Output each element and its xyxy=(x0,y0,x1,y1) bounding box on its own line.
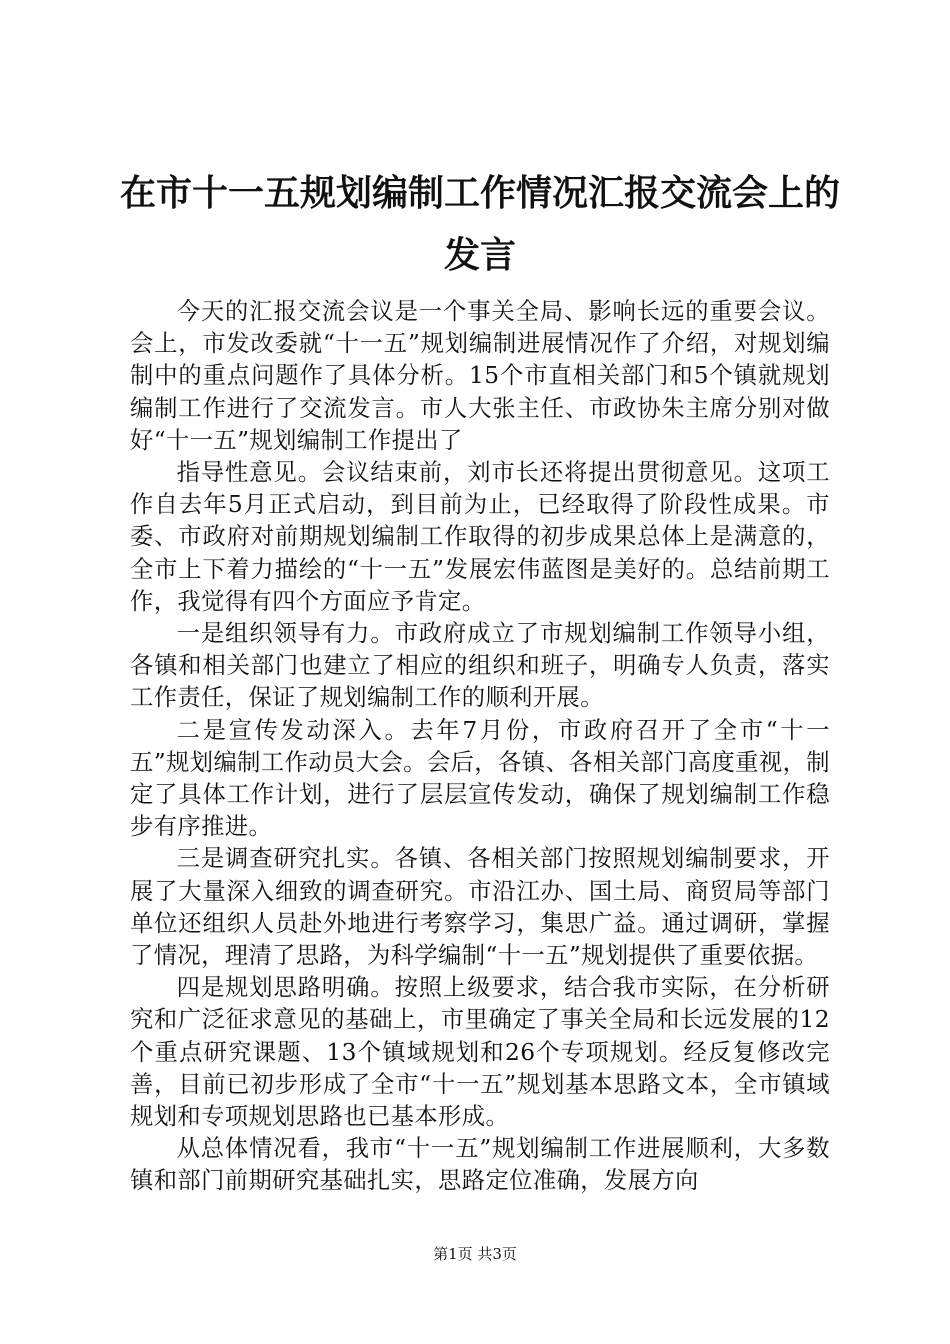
paragraph: 从总体情况看，我市“十一五”规划编制工作进展顺利，大多数镇和部门前期研究基础扎实，思路定位准确，发展方向 xyxy=(130,1135,830,1195)
paragraph: 一是组织领导有力。市政府成立了市规划编制工作领导小组，各镇和相关部门也建立了相应的组织和班子，明确专人负责，落实工作责任，保证了规划编制工作的顺利开展。 xyxy=(130,620,830,712)
paragraph: 今天的汇报交流会议是一个事关全局、影响长远的重要会议。会上，市发改委就“十一五”规划编制进展情况作了介绍，对规划编制中的重点问题作了具体分析。15个市直相关部门和5个镇就规划编制工作进行了交流发言。市人大张主任、市政协朱主席分别对做好“十一五”规划编制工作提出了 xyxy=(130,298,830,454)
paragraph: 四是规划思路明确。按照上级要求，结合我市实际，在分析研究和广泛征求意见的基础上，市里确定了事关全局和长远发展的12个重点研究课题、13个镇域规划和26个专项规划。经反复修改完善，目前已初步形成了全市“十一五”规划基本思路文本，全市镇域规划和专项规划思路也已基本形成。 xyxy=(130,974,830,1131)
page-number-footer: 第1页 共3页 xyxy=(433,1245,517,1263)
paragraph: 二是宣传发动深入。去年7月份，市政府召开了全市“十一五”规划编制工作动员大会。会后，各镇、各相关部门高度重视，制定了具体工作计划，进行了层层宣传发动，确保了规划编制工作稳步有序推进。 xyxy=(130,716,830,841)
document-body xyxy=(130,296,830,1198)
paragraph: 三是调查研究扎实。各镇、各相关部门按照规划编制要求，开展了大量深入细致的调查研究。市沿江办、国土局、商贸局等部门单位还组织人员赴外地进行考察学习，集思广益。通过调研，掌握了情况，理清了思路，为科学编制“十一五”规划提供了重要依据。 xyxy=(130,845,830,970)
paragraph: 指导性意见。会议结束前，刘市长还将提出贯彻意见。这项工作自去年5月正式启动，到目前为止，已经取得了阶段性成果。市委、市政府对前期规划编制工作取得的初步成果总体上是满意的，全市上下着力描绘的“十一五”发展宏伟蓝图是美好的。总结前期工作，我觉得有四个方面应予肯定。 xyxy=(130,459,830,615)
document-title: 在市十一五规划编制工作情况汇报交流会上的发言 xyxy=(119,172,840,276)
